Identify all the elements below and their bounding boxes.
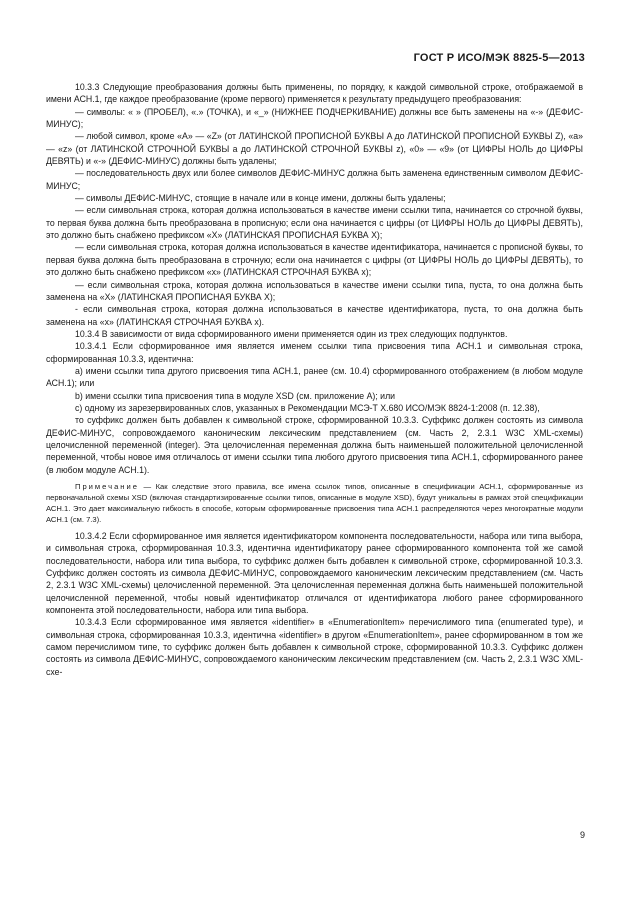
list-item: b) имени ссылки типа присвоения типа в модуле XSD (см. приложение A); или	[75, 390, 396, 401]
paragraph: 10.3.4.2 Если сформированное имя является идентификатором компонента последовательности, набора или типа выбора, и символьная строка, сформированная 10.3.3, идентична идентификатору ранее сформированного компонента той же самой последовательности, набора или типа выбора, то суффикс должен быть добавлен к символьной строке, сформированной 10.3.3. Суффикс должен состоять из символа ДЕФИС-МИНУС, сопровождаемого каноническим лексическим представлением (см. Часть 2, 2.3.1 W3C XML-схемы) целочисленной переменной. Эта целочисленная переменная должна быть наименьшей положительной целочисленной переменной, чтобы новый идентификатор отличался от идентификатора любого ранее сформированного компонента этой последовательности, набора или типа выбора.	[46, 531, 583, 616]
list-item: — если символьная строка, которая должна использоваться в качестве идентификатора, начинается с прописной буквы, то первая буква должна быть преобразована в строчную; если она начинается с цифры (от ЦИФРЫ НОЛЬ до ЦИФРЫ ДЕВЯТЬ), то это должно быть снабжено префиксом «x» (ЛАТИНСКАЯ СТРОЧНАЯ БУКВА x);	[46, 242, 583, 278]
list-item: — если символьная строка, которая должна использоваться в качестве имени ссылки типа, начинается со строчной буквы, то первая буква должна быть преобразована в прописную; если она начинается с цифры (от ЦИФРЫ НОЛЬ до ЦИФРЫ ДЕВЯТЬ), это должно быть снабжено префиксом «X» (ЛАТИНСКАЯ ПРОПИСНАЯ БУКВА X);	[46, 205, 583, 241]
list-item: — последовательность двух или более символов ДЕФИС-МИНУС должна быть заменена единственным символом ДЕФИС-МИНУС;	[46, 168, 583, 191]
paragraph: 10.3.3 Следующие преобразования должны быть применены, по порядку, к каждой символьной строке, отображаемой в имени АСН.1, где каждое преобразование (кроме первого) применяется к результату предыдущего преобразования:	[46, 82, 583, 105]
note-label: Примечание	[75, 482, 139, 491]
note-block	[46, 481, 583, 525]
paragraph: то суффикс должен быть добавлен к символьной строке, сформированной 10.3.3. Суффикс должен состоять из символа ДЕФИС-МИНУС, сопровождаемого каноническим лексическим представлением (см. Часть 2, 2.3.1 W3C XML-схемы) целочисленной переменной (integer). Эта целочисленная переменная должна быть наименьшей положительной целочисленной переменной, чтобы новое имя отличалось от имени ссылки типа любого другого присвоения типа АСН.1, сформированного ранее (в любом модуле АСН.1).	[46, 415, 583, 475]
note-text: — Как следствие этого правила, все имена ссылок типов, описанные в спецификации АСН.1, сформированные из первоначальной схемы XSD (включая стандартизированные ссылки типов, описанные в модуле XSD), будут уникальны в рамках этой спецификации АСН.1. Это дает максимальную гибкость в способе, которым сформированные присвоения типа АСН.1 распределяются через многократные модули АСН.1 (см. 7.3).	[46, 482, 583, 524]
page-header: ГОСТ Р ИСО/МЭК 8825-5—2013	[413, 52, 585, 64]
page-number: 9	[579, 830, 585, 840]
paragraph: 10.3.4.1 Если сформированное имя является именем ссылки типа присвоения типа АСН.1 и символьная строка, сформированная 10.3.3, идентична:	[46, 341, 583, 364]
list-item: — если символьная строка, которая должна использоваться в качестве имени ссылки типа, пуста, то она должна быть заменена на «X» (ЛАТИНСКАЯ ПРОПИСНАЯ БУКВА X);	[46, 279, 583, 302]
list-item: — символы ДЕФИС-МИНУС, стоящие в начале или в конце имени, должны быть удалены;	[75, 193, 446, 204]
list-item: - если символьная строка, которая должна использоваться в качестве идентификатора, пуста, то она должна быть заменена на «x» (ЛАТИНСКАЯ СТРОЧНАЯ БУКВА x).	[46, 304, 583, 327]
list-item: c) одному из зарезервированных слов, указанных в Рекомендации МСЭ-Т X.680 ИСО/МЭК 8824-1:2008 (п. 12.38),	[75, 402, 540, 413]
paragraph: 10.3.4.3 Если сформированное имя является «identifier» в «EnumerationItem» перечислимого типа (enumerated type), и символьная строка, сформированная 10.3.3, идентична «identifier» в другом «EnumerationItem», ранее сформированном в том же самом перечислимом типе, то суффикс должен быть добавлен к символьной строке, сформированной 10.3.3. Суффикс должен состоять из символа ДЕФИС-МИНУС, сопровождаемого каноническим лексическим представлением (см. Часть 2, 2.3.1 W3C XML-схе-	[46, 617, 583, 677]
document-body	[46, 81, 583, 678]
list-item: — любой символ, кроме «A» — «Z» (от ЛАТИНСКОЙ ПРОПИСНОЙ БУКВЫ A до ЛАТИНСКОЙ ПРОПИСНОЙ БУКВЫ Z), «a» — «z» (от ЛАТИНСКОЙ СТРОЧНОЙ БУКВЫ a до ЛАТИНСКОЙ СТРОЧНОЙ БУКВЫ z), «0» — «9» (от ЦИФРЫ НОЛЬ до ЦИФРЫ ДЕВЯТЬ) и «-» (ДЕФИС-МИНУС) должны быть удалены;	[46, 131, 583, 167]
paragraph: 10.3.4 В зависимости от вида сформированного имени применяется один из трех следующих подпунктов.	[75, 328, 508, 339]
list-item: a) имени ссылки типа другого присвоения типа АСН.1, ранее (см. 10.4) сформированного отображением (в любом модуле АСН.1); или	[46, 365, 583, 389]
list-item: — символы: « » (ПРОБЕЛ), «.» (ТОЧКА), и «_» (НИЖНЕЕ ПОДЧЕРКИВАНИЕ) должны все быть заменены на «-» (ДЕФИС-МИНУС);	[46, 106, 583, 130]
